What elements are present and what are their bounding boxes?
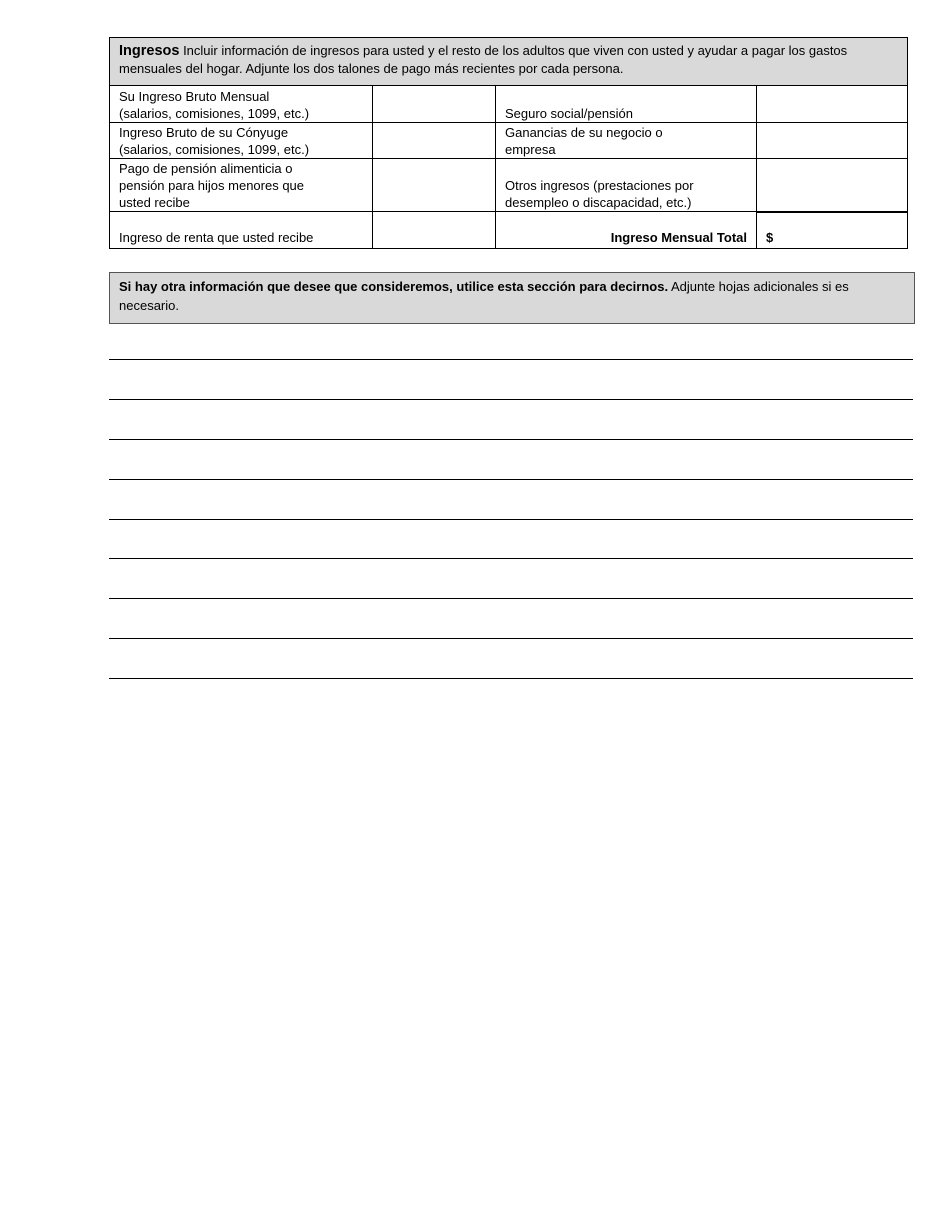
writing-line[interactable] [109,519,913,520]
income-description: Incluir información de ingresos para usted y el resto de los adultos que viven con usted y ayudar a pagar los gastos mensuales del hogar. Adjunte los dos talones de pago más recientes por cada persona. [119,43,848,76]
other-info-normal-text: Adjunte hojas adicionales si es necesario. [119,279,849,313]
rental-income-label: Ingreso de renta que usted recibe [110,212,373,249]
alimony-label: Pago de pensión alimenticia o pensión para hijos menores que usted recibe [110,159,373,212]
gross-income-label: Su Ingreso Bruto Mensual (salarios, comisiones, 1099, etc.) [110,86,373,123]
total-income-field[interactable] [757,212,908,249]
rental-income-field[interactable] [373,212,496,249]
income-header [110,38,908,86]
other-info-bold-text: Si hay otra información que desee que consideremos, utilice esta sección para decirnos. [119,279,669,294]
income-table [109,37,908,249]
writing-line[interactable] [109,479,913,480]
total-income-label: Ingreso Mensual Total [496,212,757,249]
spouse-income-field[interactable] [373,123,496,159]
income-title: Ingresos [119,43,180,59]
social-security-label: Seguro social/pensión [496,86,757,123]
writing-line[interactable] [109,598,913,599]
alimony-field[interactable] [373,159,496,212]
social-security-field[interactable] [757,86,908,123]
currency-symbol: $ [766,230,774,245]
other-income-field[interactable] [757,159,908,212]
spouse-income-label: Ingreso Bruto de su Cónyuge (salarios, comisiones, 1099, etc.) [110,123,373,159]
business-earnings-field[interactable] [757,123,908,159]
writing-line[interactable] [109,558,913,559]
writing-line[interactable] [109,439,913,440]
writing-line[interactable] [109,678,913,679]
writing-line[interactable] [109,638,913,639]
business-earnings-label: Ganancias de su negocio o empresa [496,123,757,159]
other-info-header [109,272,915,324]
other-income-label: Otros ingresos (prestaciones por desempleo o discapacidad, etc.) [496,159,757,212]
writing-line[interactable] [109,359,913,360]
gross-income-field[interactable] [373,86,496,123]
writing-line[interactable] [109,399,913,400]
